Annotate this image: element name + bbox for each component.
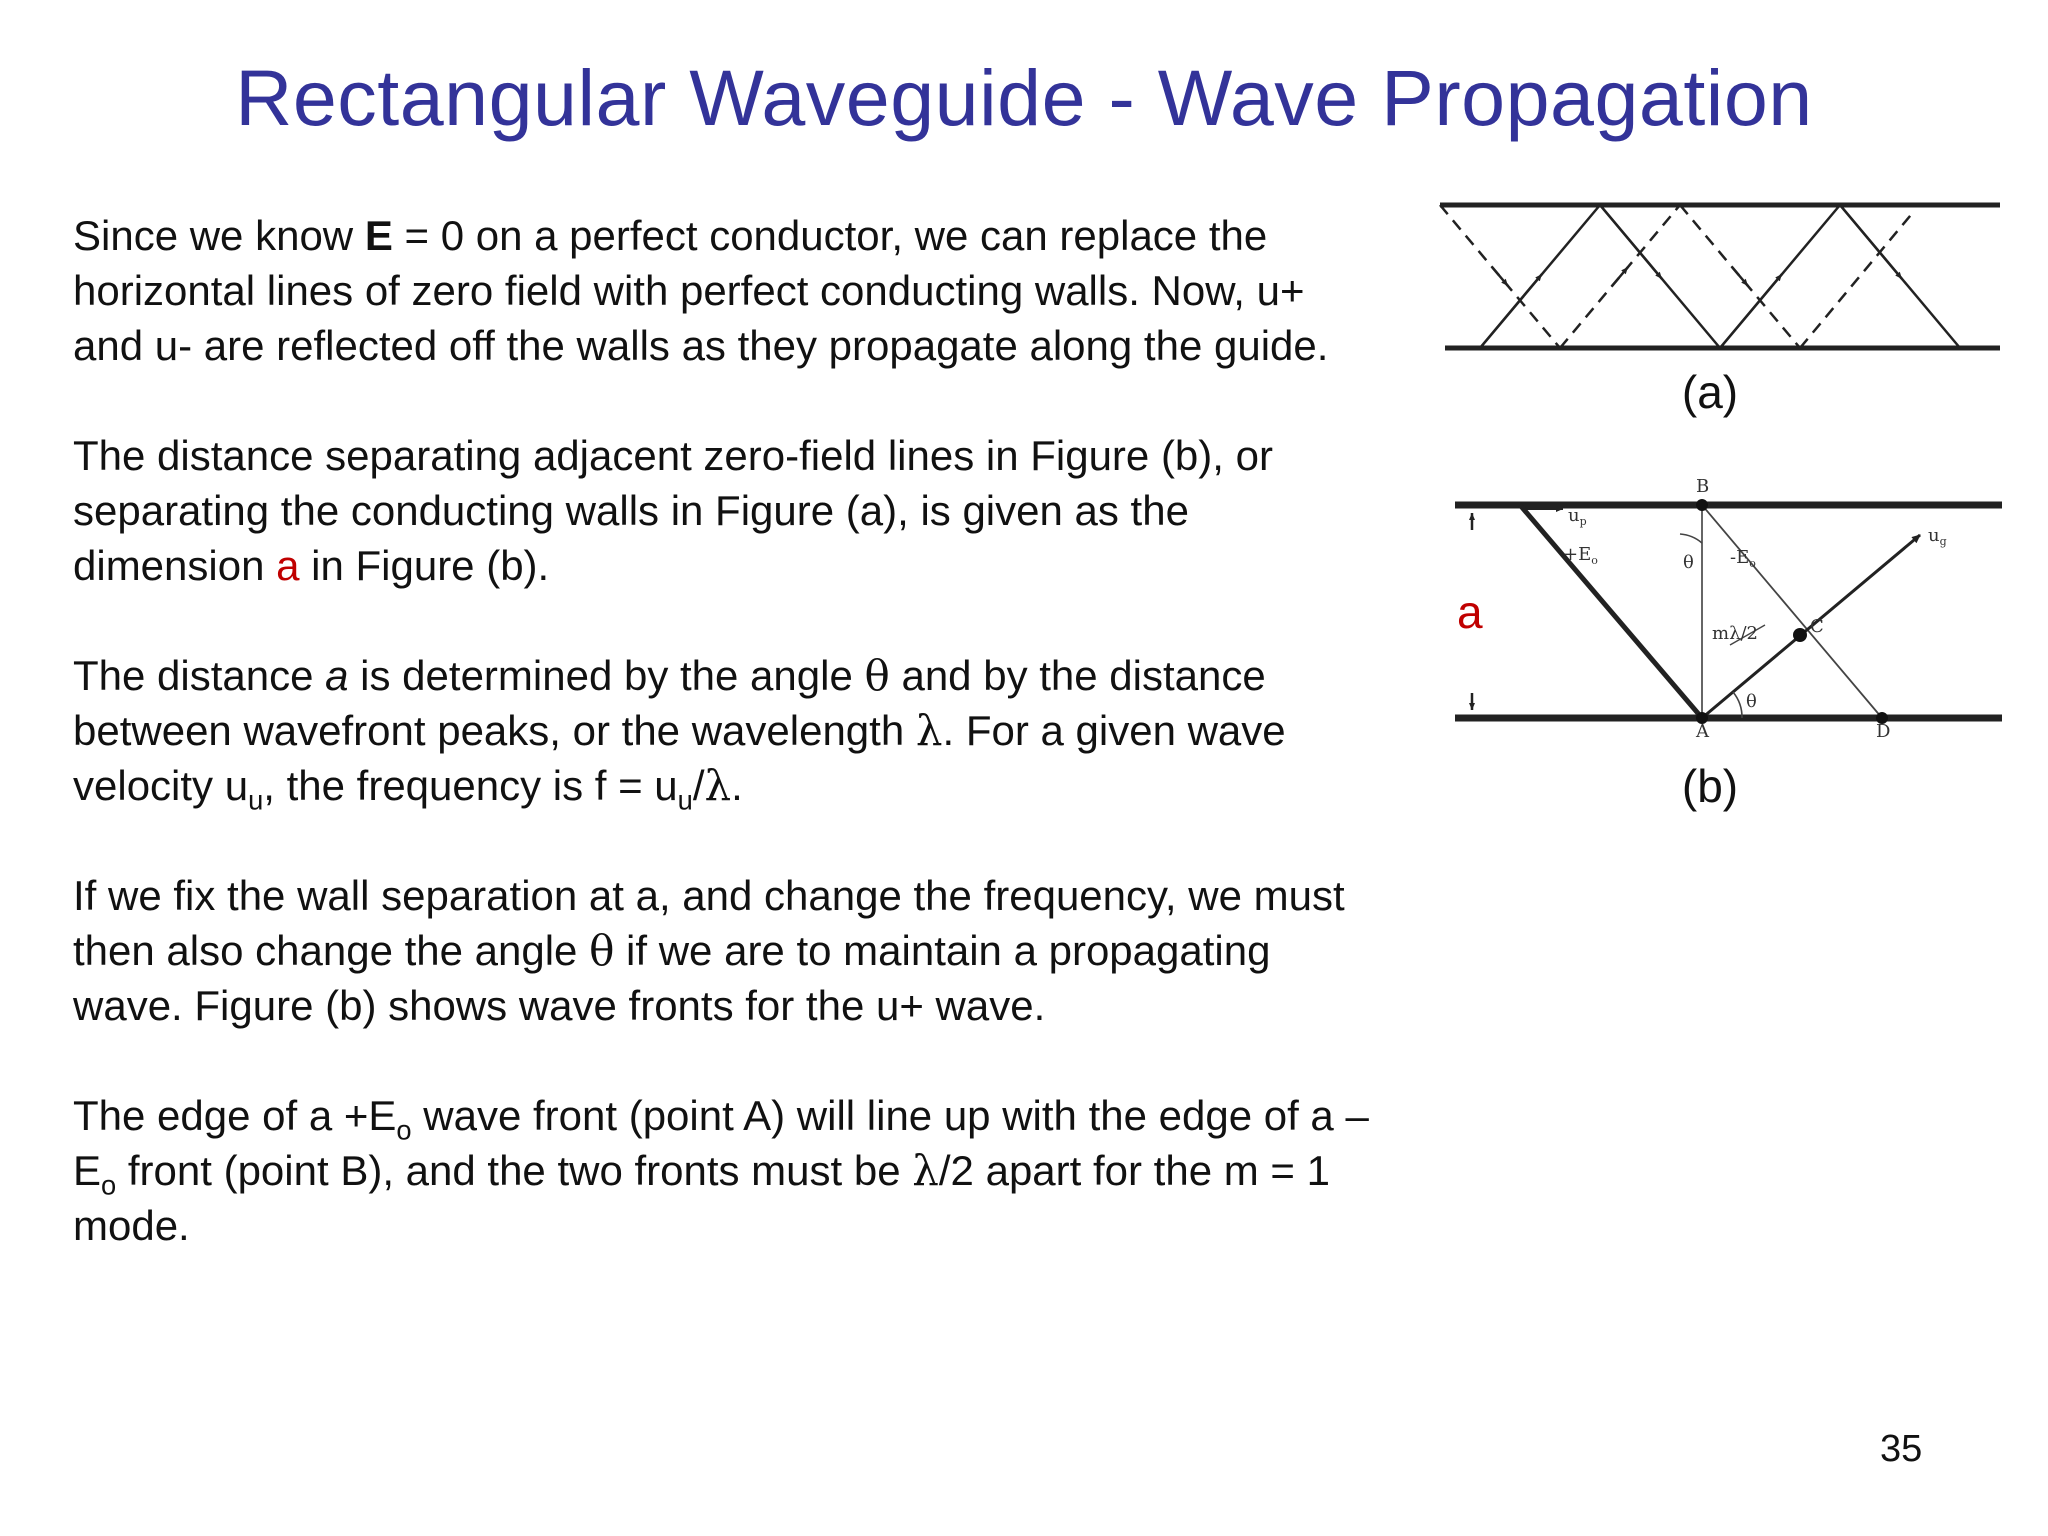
p3-text-7: .	[731, 762, 743, 809]
figure-b	[1455, 476, 2002, 812]
paragraph-5	[73, 1088, 1373, 1253]
p3-italic-a: a	[325, 652, 349, 699]
p3-theta: θ	[864, 651, 890, 700]
p4-text-1: If we fix the wall separation at a, and change the frequency, we must then also change the angle	[73, 872, 1345, 974]
fig-b-label-up: $u_p$	[1568, 505, 1587, 528]
p1-text-1: Since we know	[73, 212, 365, 259]
fig-b-dimension-label: a	[1457, 586, 1483, 638]
fig-b-label-mlambda: mλ/2	[1712, 623, 1758, 644]
paragraph-4	[73, 868, 1373, 1033]
fig-b-point-c-dot	[1793, 628, 1807, 642]
p3-text-1: The distance	[73, 652, 326, 699]
fig-b-label-minus-e: $-E_o$	[1730, 547, 1756, 570]
p3-sub-1: u	[248, 784, 264, 816]
p2-red-a: a	[276, 542, 300, 589]
fig-b-label-c: C	[1810, 616, 1824, 637]
p1-text-2: = 0 on a perfect conductor, we can replace the horizontal lines of zero field with perfect conducting walls. Now, u+ and u- are reflected off the walls as they propagate along the guide.	[73, 212, 1329, 369]
p4-theta: θ	[589, 926, 615, 975]
fig-a-caption: (a)	[1681, 366, 1739, 418]
fig-a-dashed-ray	[1440, 205, 1915, 348]
p5-text-4: /2 apart for the m = 1 mode.	[73, 1147, 1330, 1249]
p3-sub-2: u	[677, 784, 693, 816]
fig-b-label-ug: $u_g$	[1928, 525, 1947, 548]
fig-a-dashed-arrows	[1492, 267, 1748, 286]
fig-b-caption: (b)	[1681, 760, 1739, 812]
p3-text-5: , the frequency is f = u	[263, 762, 678, 809]
body-text	[73, 208, 1373, 1253]
p1-bold-e: E	[364, 212, 393, 259]
fig-b-label-d: D	[1876, 721, 1891, 742]
p5-text-2: wave front (point A) will line up with the edge of a –E	[73, 1092, 1369, 1194]
figure-a	[1440, 205, 2000, 418]
waveguide-figures-svg	[1430, 185, 2030, 845]
p3-lambda-1: λ	[915, 706, 943, 755]
p4-text-2: if we are to maintain a propagating wave. Figure (b) shows wave fronts for the u+ wave.	[73, 927, 1271, 1029]
p5-text-3: front (point B), and the two fronts must be	[116, 1147, 913, 1194]
fig-b-plus-e-front	[1520, 505, 1702, 718]
fig-b-minus-e-front	[1702, 505, 1882, 718]
p2-text-2: in Figure (b).	[299, 542, 550, 589]
p3-text-4: . For a given wave velocity u	[73, 707, 1286, 809]
slide-title: Rectangular Waveguide - Wave Propagation	[235, 53, 1813, 142]
p5-text-1: The edge of a +E	[73, 1092, 397, 1139]
p3-lambda-2: λ	[704, 761, 732, 810]
p3-text-2: is determined by the angle	[348, 652, 865, 699]
page-number: 35	[1880, 1428, 1923, 1470]
p5-sub-2: o	[101, 1169, 117, 1201]
fig-b-label-theta-top: θ	[1683, 552, 1694, 573]
figures	[1430, 185, 2030, 845]
paragraph-2	[73, 428, 1373, 593]
p3-text-3: and by the distance between wavefront peaks, or the wavelength	[73, 652, 1266, 754]
fig-b-point-b-dot	[1696, 499, 1708, 511]
fig-b-theta-arc-bottom	[1733, 692, 1742, 718]
fig-b-label-a: A	[1696, 721, 1709, 742]
p5-lambda: λ	[912, 1146, 939, 1195]
p3-text-6: /	[692, 762, 705, 809]
paragraph-3	[73, 648, 1373, 816]
fig-b-label-plus-e: $+E_o$	[1563, 544, 1598, 567]
p2-text-1: The distance separating adjacent zero-field lines in Figure (b), or separating the conducting walls in Figure (a), is given as the dimension	[73, 432, 1273, 589]
p5-sub-1: o	[396, 1114, 412, 1146]
fig-b-label-b: B	[1696, 476, 1710, 497]
fig-a-solid-ray	[1480, 205, 1960, 348]
paragraph-1	[73, 208, 1373, 373]
fig-b-theta-arc-top	[1680, 534, 1702, 543]
fig-b-label-theta-bottom: θ	[1746, 691, 1757, 712]
